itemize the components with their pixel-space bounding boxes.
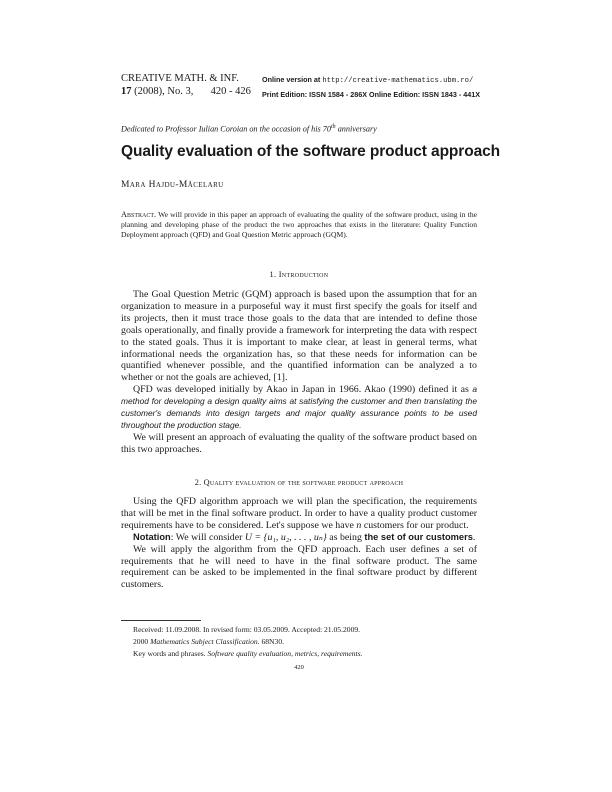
journal-header xyxy=(121,72,251,98)
keywords-text: Software quality evaluation, metrics, requirements. xyxy=(205,649,363,658)
notation-label: Notation xyxy=(133,531,171,542)
notation-end: . xyxy=(472,531,476,543)
msc-label: Mathematics Subject Classification. xyxy=(150,637,260,646)
section-2-heading: 2. Quality evaluation of the software product approach xyxy=(194,478,404,487)
notation-text: : We will consider xyxy=(170,531,245,543)
dedication-text: Dedicated to Professor Iulian Coroian on the occasion of his 70 xyxy=(121,124,331,134)
page-range: 420 - 426 xyxy=(210,86,251,97)
paragraph-text: Using the QFD algorithm approach we will plan the specification, the requirements that will be met in the final software product. In order to have a quality product customer requirements have to be considered. Let's suppose we have xyxy=(121,496,477,531)
dedication xyxy=(121,124,377,134)
year-issue: (2008), No. 3, xyxy=(134,86,194,97)
section-1-paragraph-3: We will present an approach of evaluating the quality of the software product based on this two approaches. xyxy=(121,431,477,455)
notation-math: U = {u₁, u₂, . . . , uₙ} xyxy=(244,531,327,543)
dedication-superscript: th xyxy=(330,124,336,130)
online-label: Online version at xyxy=(262,75,321,84)
notation-paragraph xyxy=(121,532,477,544)
print-edition-line: Print Edition: ISSN 1584 - 286X Online Edition: ISSN 1843 - 441X xyxy=(262,90,481,99)
section-1-body xyxy=(121,289,477,456)
author-name: Mara Hajdu-Măcelaru xyxy=(121,180,224,190)
paragraph-text-end: customers for our product. xyxy=(361,519,469,531)
footnotes xyxy=(133,624,362,660)
msc-code: 68N30. xyxy=(259,637,285,646)
abstract-label: Abstract. xyxy=(121,210,157,219)
volume-number: 17 xyxy=(121,86,132,97)
keywords-label: Key words and phrases. xyxy=(133,649,206,658)
received-dates: Received: 11.09.2008. In revised form: 03.05.2009. Accepted: 21.05.2009. xyxy=(133,625,361,634)
abstract xyxy=(121,210,477,241)
journal-volume-line xyxy=(121,85,251,98)
edition-info xyxy=(262,73,480,101)
paper-title: Quality evaluation of the software product approach xyxy=(121,143,501,160)
section-1-paragraph-2 xyxy=(121,384,477,432)
msc-year: 2000 xyxy=(133,637,151,646)
section-1-heading: 1. Introduction xyxy=(269,270,329,279)
math-variable: n xyxy=(356,519,362,531)
dedication-text-end: anniversary xyxy=(335,124,377,134)
paragraph-text: QFD was developed initially by Akao in Japan in 1966. Akao (1990) defined it as xyxy=(133,384,473,396)
section-1-paragraph-1: The Goal Question Metric (GQM) approach is based upon the assumption that for an organization to measure in a purposeful way it must first specify the goals for itself and its projects, then it must trace those goals to the data that are intended to define those goals operationally, and finally provide a framework for interpreting the data with respect to the stated goals. Thus it is important to make clear, at least in general terms, what informational needs the organization has, so that these needs for information can be quantified whenever possible, and the quantified information can be analyzed a to whether or not the goals are achieved, [1]. xyxy=(121,289,477,384)
section-2-body xyxy=(121,496,477,591)
keywords xyxy=(133,648,362,660)
page-number: 420 xyxy=(294,664,304,671)
section-2-paragraph-1 xyxy=(121,496,477,532)
notation-mid: as being xyxy=(326,531,365,543)
online-url[interactable]: http://creative-mathematics.ubm.ro/ xyxy=(322,77,474,85)
msc-classification xyxy=(133,636,362,648)
abstract-text: We will provide in this paper an approach of evaluating the quality of the software product, using in the planning and developing phase of the product the two approaches that exists in the literature: Quality Function Deployment approach (QFD) and Goal Question Metric approach (GQM). xyxy=(121,210,477,240)
online-version-line xyxy=(262,73,480,88)
section-2-paragraph-3: We will apply the algorithm from the QFD approach. Each user defines a set of requirements that he will need to have in the final software product. The same requirement can be asked to be implemented in the final software product by different customers. xyxy=(121,543,477,591)
journal-name: CREATIVE MATH. & INF. xyxy=(121,73,239,84)
footnote-rule xyxy=(121,620,201,621)
qfd-definition-emphasis: a method for developing a design quality aims at satisfying the customer and then translating the customer's demands into design targets and major quality assurance points to be used throughout the production stage. xyxy=(121,384,477,430)
notation-bold: the set of our customers xyxy=(364,531,473,542)
